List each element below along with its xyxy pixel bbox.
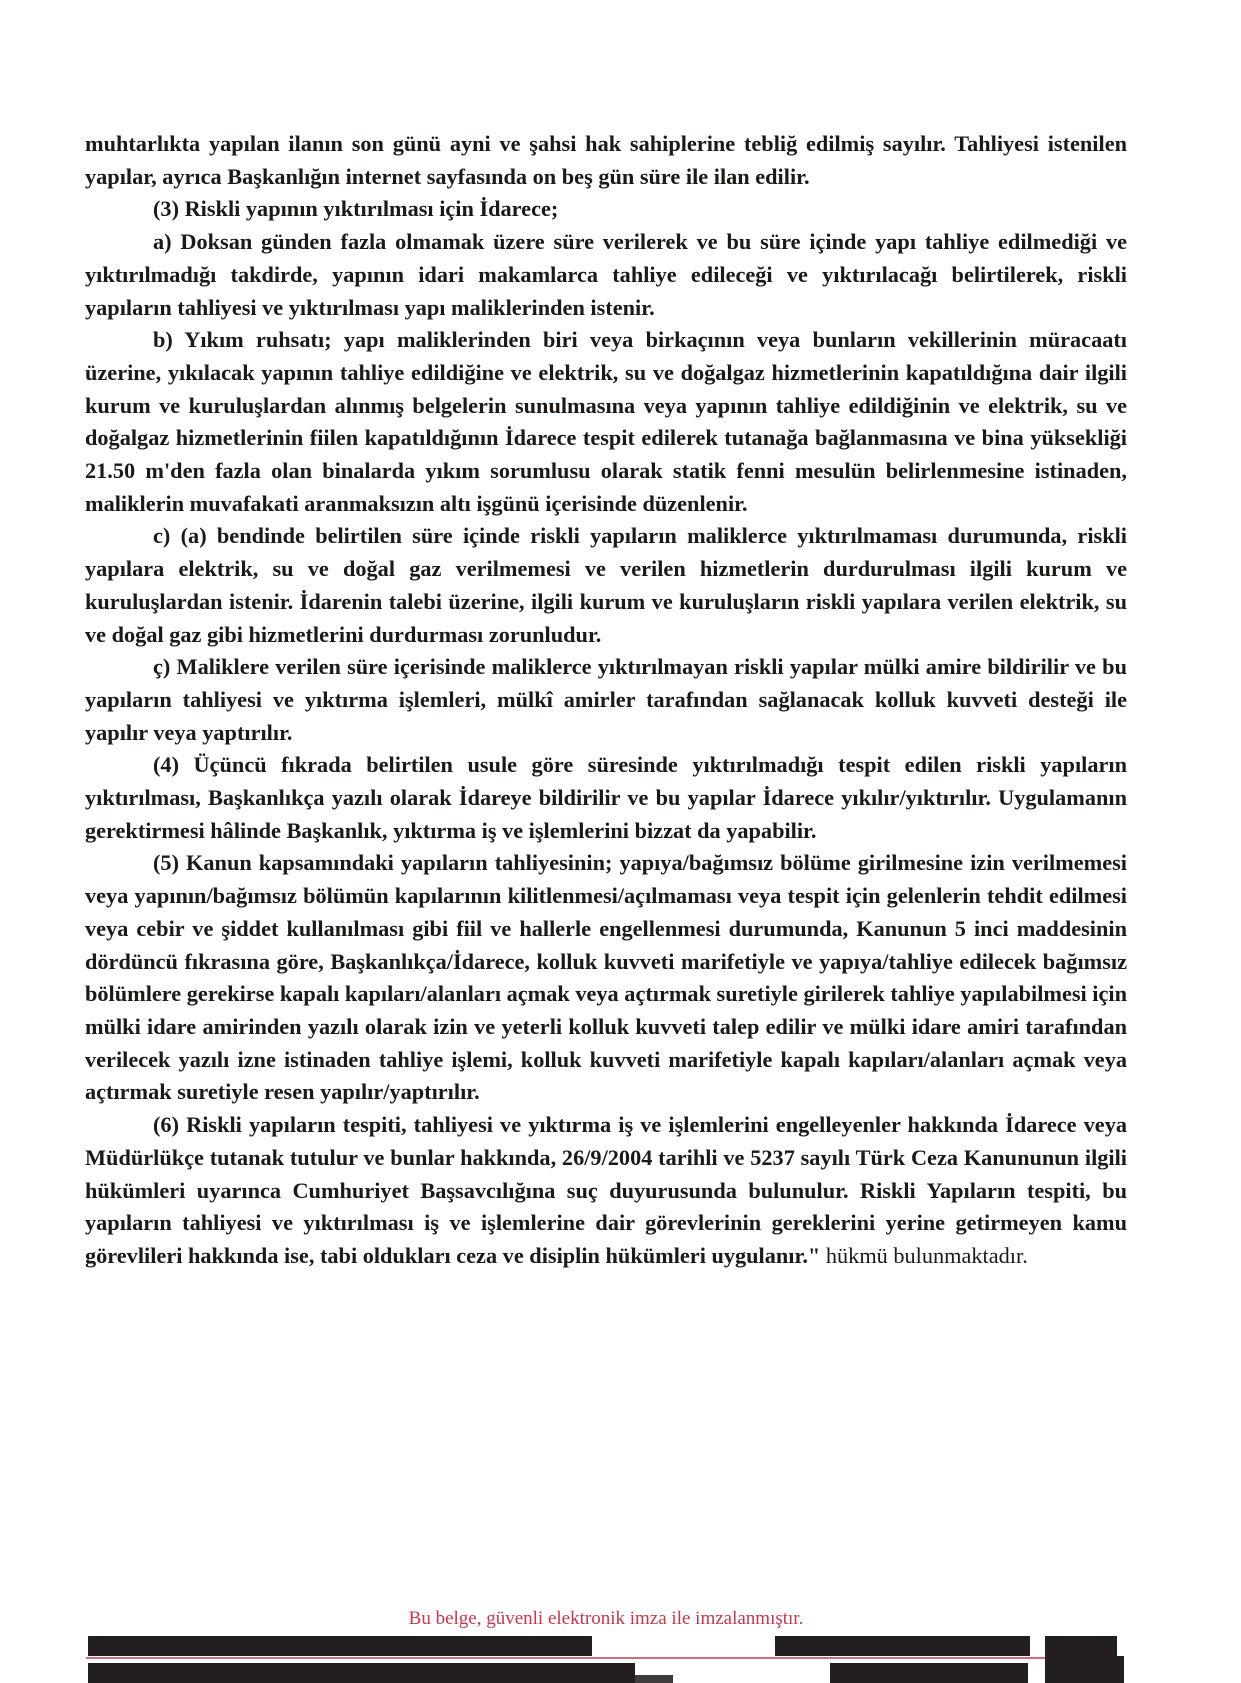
paragraph-clause-3c [85, 520, 1127, 651]
paragraph-clause-3a [85, 226, 1127, 324]
paragraph-continuation [85, 128, 1127, 193]
paragraph-clause-5 [85, 847, 1127, 1109]
redaction-bar-row2-left [88, 1663, 635, 1683]
paragraph-clause-3 [85, 193, 1127, 226]
paragraph-clause-3cc [85, 651, 1127, 749]
paragraph-clause-6 [85, 1109, 1127, 1273]
paragraph-text: ç) Maliklere verilen süre içerisinde maliklerce yıktırılmayan riskli yapılar mülki amire bildirilir ve bu yapıların tahliyesi ve yıktırma işlemleri, mülkî amirler tarafından sağlanacak kolluk kuvveti desteği ile yapılır veya yaptırılır. [85, 654, 1127, 745]
signature-divider-line [86, 1657, 1045, 1659]
paragraph-text: a) Doksan günden fazla olmamak üzere süre verilerek ve bu süre içinde yapı tahliye edilmediği ve yıktırılmadığı takdirde, yapının idari makamlarca tahliye edileceği ve yıktırılacağı belirtilerek, riskli yapıların tahliyesi ve yıktırılması yapı maliklerinden istenir. [85, 229, 1127, 320]
paragraph-text: (6) Riskli yapıların tespiti, tahliyesi ve yıktırma iş ve işlemlerini engelleyenler hakkında İdarece veya Müdürlükçe tutanak tutulur ve bunlar hakkında, 26/9/2004 tarihli ve 5237 sayılı Türk Ceza Kanununun ilgili hükümleri uyarınca Cumhuriyet Başsavcılığına suç duyurusunda bulunulur. Riskli Yapıların tespiti, bu yapıların tahliyesi ve yıktırılması iş ve işlemlerine dair görevlerinin gereklerini yerine getirmeyen kamu görevlileri hakkında ise, tabi oldukları ceza ve disiplin hükümleri uygulanır." [85, 1112, 1127, 1268]
redaction-bar-right-tall-step [1117, 1656, 1124, 1683]
signature-notice: Bu belge, güvenli elektronik imza ile imzalanmıştır. [408, 1608, 804, 1629]
redaction-bar-row2-step [635, 1675, 673, 1683]
redaction-bar-right-tall [1045, 1636, 1117, 1683]
paragraph-text: (5) Kanun kapsamındaki yapıların tahliyesinin; yapıya/bağımsız bölüme girilmesine izin verilmemesi veya yapının/bağımsız bölümün kapılarının kilitlenmesi/açılmaması veya tespit için gelenlerin tehdit edilmesi veya cebir ve şiddet kullanılması gibi fiil ve hallerle engellenmesi durumunda, Kanunun 5 inci maddesinin dördüncü fıkrasına göre, Başkanlıkça/İdarece, kolluk kuvveti marifetiyle ve yapıya/tahliye edilecek bağımsız bölümlere gerekirse kapalı kapıları/alanları açmak veya açtırmak suretiyle girilerek tahliye yapılabilmesi için mülki idare amirinden yazılı olarak izin ve yeterli kolluk kuvveti talep edilir ve mülki idare amiri tarafından verilecek yazılı izne istinaden tahliye işlemi, kolluk kuvveti marifetiyle kapalı kapıları/alanları açmak veya açtırmak suretiyle resen yapılır/yaptırılır. [85, 850, 1127, 1105]
paragraph-text: c) (a) bendinde belirtilen süre içinde riskli yapıların maliklerce yıktırılmaması durumunda, riskli yapılara elektrik, su ve doğal gaz verilmemesi ve verilen hizmetlerin durdurulması ilgili kurum ve kuruluşlardan istenir. İdarenin talebi üzerine, ilgili kurum ve kuruluşların riskli yapılara verilen elektrik, su ve doğal gaz gibi hizmetlerini durdurması zorunludur. [85, 523, 1127, 647]
paragraph-text-regular: hükmü bulunmaktadır. [820, 1242, 1028, 1268]
paragraph-text: muhtarlıkta yapılan ilanın son günü ayni ve şahsi hak sahiplerine tebliğ edilmiş sayılır. Tahliyesi istenilen yapılar, ayrıca Başkanlığın internet sayfasında on beş gün süre ile ilan edilir. [85, 131, 1127, 189]
redaction-bar-row2-mid [830, 1663, 1028, 1683]
paragraph-text: (4) Üçüncü fıkrada belirtilen usule göre süresinde yıktırılmadığı tespit edilen riskli yapıların yıktırılması, Başkanlıkça yazılı olarak İdareye bildirilir ve bu yapılar İdarece yıkılır/yıktırılır. Uygulamanın gerektirmesi hâlinde Başkanlık, yıktırma iş ve işlemlerini bizzat da yapabilir. [85, 752, 1127, 843]
paragraph-text: b) Yıkım ruhsatı; yapı maliklerinden biri veya birkaçının veya bunların vekillerinin müracaatı üzerine, yıkılacak yapının tahliye edildiğine ve elektrik, su ve doğalgaz hizmetlerinin kapatıldığına dair ilgili kurum ve kuruluşlardan alınmış belgelerin sunulmasına veya yapının tahliye edildiğinin ve elektrik, su ve doğalgaz hizmetlerinin fiilen kapatıldığının İdarece tespit edilerek tutanağa bağlanmasına ve bina yüksekliği 21.50 m'den fazla olan binalarda yıkım sorumlusu olarak statik fenni mesulün belirlenmesine istinaden, maliklerin muvafakati aranmaksızın altı işgünü içerisinde düzenlenir. [85, 327, 1127, 516]
redaction-bar-row1-right [775, 1636, 1030, 1656]
redaction-bar-row1-left [88, 1636, 592, 1656]
body-text [85, 128, 1127, 1273]
paragraph-text: (3) Riskli yapının yıktırılması için İdarece; [153, 196, 559, 222]
paragraph-clause-4 [85, 749, 1127, 847]
paragraph-clause-3b [85, 324, 1127, 520]
